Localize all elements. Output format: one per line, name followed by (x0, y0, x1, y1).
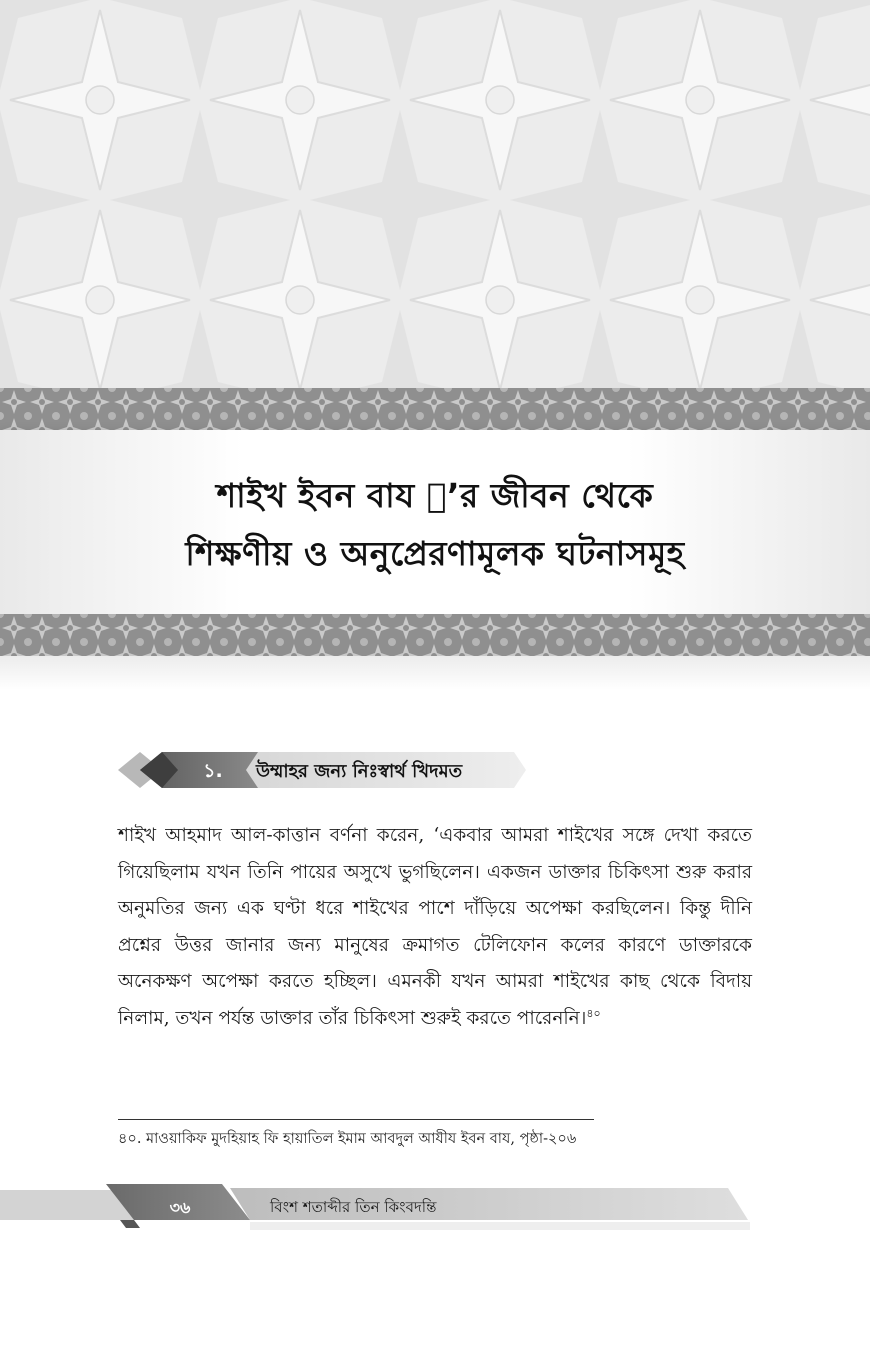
footnote: ৪০. মাওয়াকিফ মুদহিয়াহ ফি হায়াতিল ইমাম আবদুল আযীয ইবন বায, পৃষ্ঠা-২০৬ (118, 1131, 577, 1147)
ornament-band-top (0, 388, 870, 430)
section-title: উম্মাহর জন্য নিঃস্বার্থ খিদমত (256, 761, 463, 782)
footnote-divider (118, 1119, 594, 1120)
body-paragraph (118, 818, 752, 1037)
page-number: ৩৬ (169, 1198, 191, 1217)
chapter-title-line-1: শাইখ ইবন বায ﷫’র জীবন থেকে (216, 476, 654, 515)
paragraph-text: শাইখ আহমাদ আল-কাত্তান বর্ণনা করেন, ‘একবার আমরা শাইখের সঙ্গে দেখা করতে গিয়েছিলাম যখন তিনি পায়ের অসুখে ভুগছিলেন। একজন ডাক্তার চিকিৎসা শুরু করার অনুমতির জন্য এক ঘণ্টা ধরে শাইখের পাশে দাঁড়িয়ে অপেক্ষা করছিলেন। কিন্তু দীনি প্রশ্নের উত্তর জানার জন্য মানুষের ক্রমাগত টেলিফোন কলের কারণে ডাক্তারকে অনেকক্ষণ অপেক্ষা করতে হচ্ছিল। এমনকী যখন আমরা শাইখের কাছ থেকে বিদায় নিলাম, তখন পর্যন্ত ডাক্তার তাঁর চিকিৎসা শুরুই করতে পারেননি। (118, 825, 752, 1029)
footnote-reference: ৪০ (586, 1006, 601, 1020)
chapter-title-line-2: শিক্ষণীয় ও অনুপ্রেরণামূলক ঘটনাসমূহ (185, 534, 685, 573)
ornament-band-bottom (0, 614, 870, 656)
section-number: ১. (203, 760, 223, 782)
header-fade (0, 656, 870, 690)
section-heading (118, 748, 528, 792)
running-title: বিংশ শতাব্দীর তিন কিংবদন্তি (270, 1198, 437, 1216)
page-footer (0, 1180, 870, 1240)
